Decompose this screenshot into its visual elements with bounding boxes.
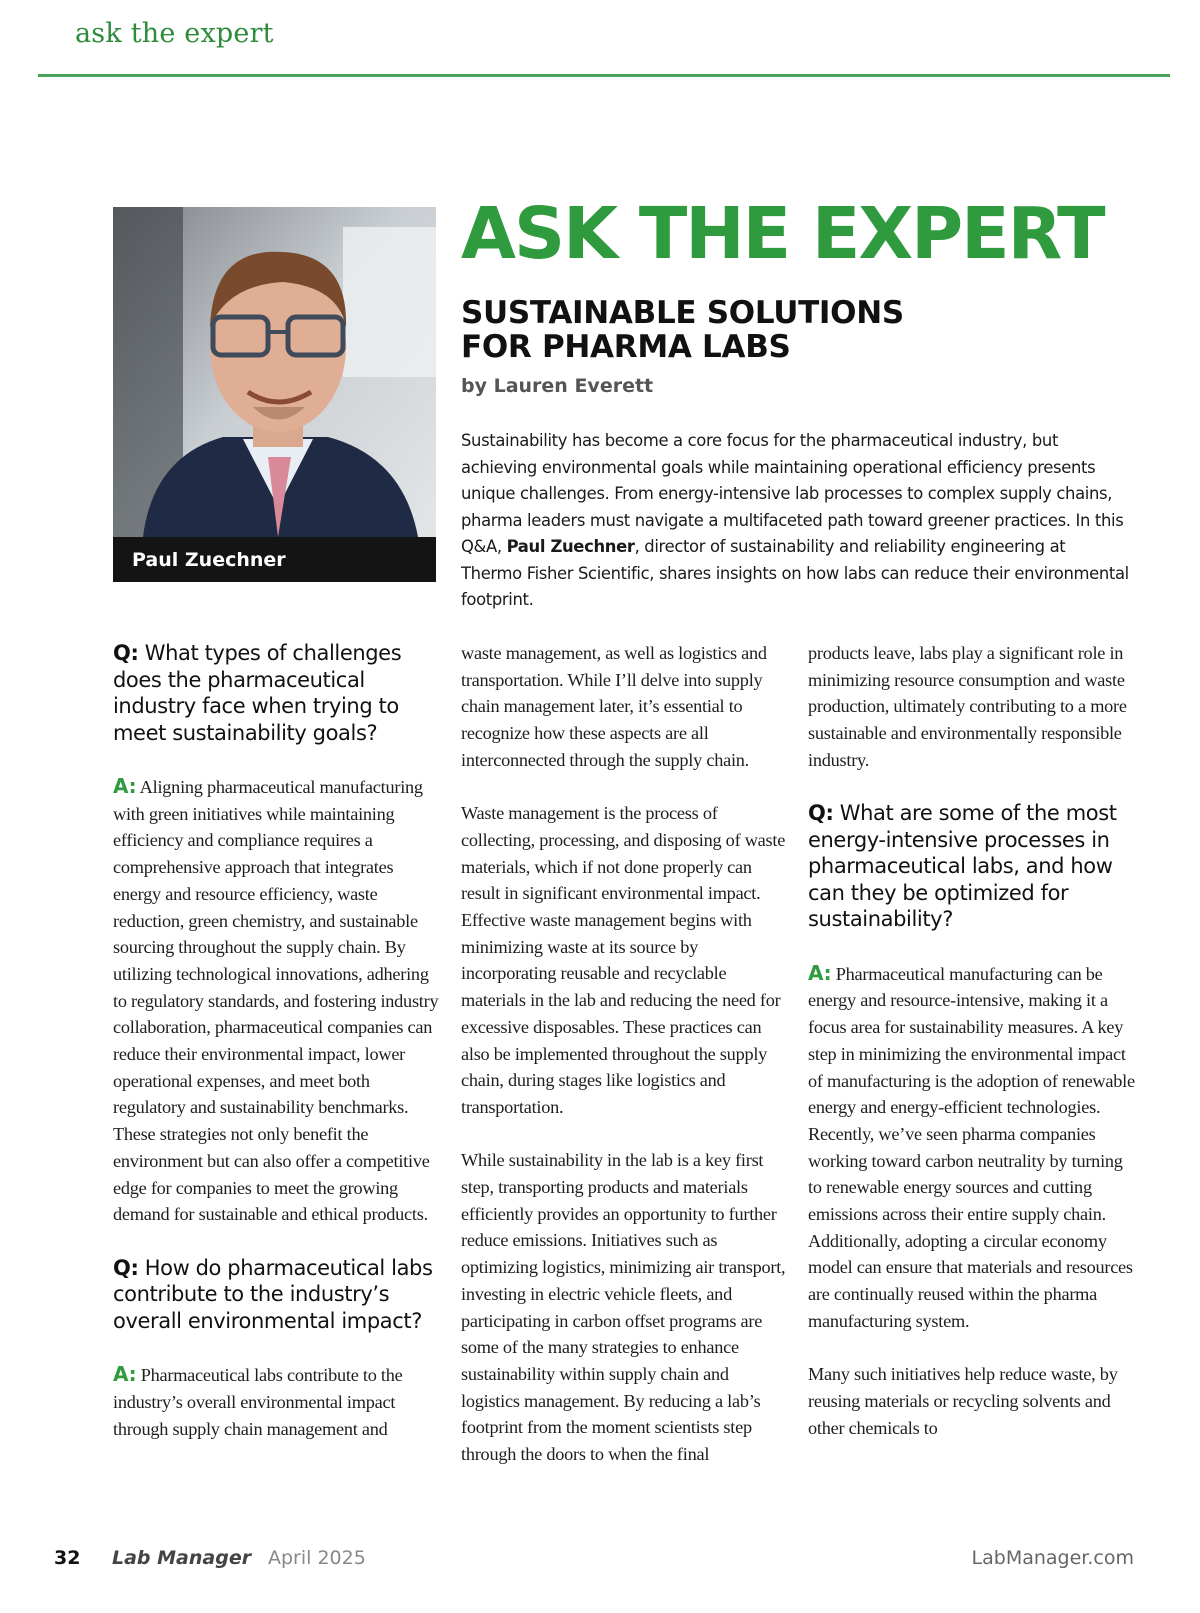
paragraph: Many such initiatives help reduce waste, by reusing materials or recycling solvents and other chemicals to [808,1364,1118,1438]
column-1 [113,640,443,1469]
headline-line-1: SUSTAINABLE SOLUTIONS [461,295,904,331]
website-link[interactable]: LabManager.com [971,1547,1134,1569]
headline [461,296,904,364]
answer-marker: A: [113,774,137,798]
intro-paragraph [461,428,1131,614]
question-marker: Q: [113,1255,139,1280]
answer-text: Pharmaceutical labs contribute to the industry’s overall environmental impact through supply chain management and [113,1365,403,1439]
magazine-name: Lab Manager [112,1547,252,1569]
question-marker: Q: [808,801,834,826]
intro-text-2: , director of sustainability and reliability engineering at Thermo Fisher Scientific, shares insights on how labs can reduce their environmental footprint. [461,537,1129,609]
question-3 [808,800,1138,933]
section-tag: ask the expert [75,18,274,49]
headline-line-2: FOR PHARMA LABS [461,329,791,365]
answer-3 [808,960,1138,1335]
answer-2 [113,1361,443,1442]
question-1 [113,640,443,746]
intro-expert-name: Paul Zuechner [506,537,635,556]
kicker-title: ASK THE EXPERT [461,192,1104,275]
portrait-photo [113,207,436,582]
question-marker: Q: [113,641,139,665]
issue-date: April 2025 [268,1547,366,1569]
question-text: What types of challenges does the pharmaceutical industry face when trying to meet sustainability goals? [113,641,402,745]
caption-bar [113,537,436,582]
byline: by Lauren Everett [461,375,654,397]
question-text: How do pharmaceutical labs contribute to the industry’s overall environmental impact? [113,1255,433,1333]
page-number: 32 [54,1547,81,1569]
answer-1 [113,773,443,1228]
answer-marker: A: [113,1362,137,1387]
top-rule [38,74,1170,77]
paragraph: waste management, as well as logistics and transportation. While I’ll delve into supply chain management later, it’s essential to recognize how these aspects are all interconnected through the supply chain. [461,643,767,770]
author-portrait [113,207,436,582]
portrait-caption: Paul Zuechner [132,548,286,571]
paragraph: products leave, labs play a significant role in minimizing resource consumption and waste production, ultimately contributing to a more sustainable and environmentally responsible industry. [808,643,1127,770]
question-text: What are some of the most energy-intensive processes in pharmaceutical labs, and how can they be optimized for sustainability? [808,801,1117,932]
column-2 [461,640,791,1494]
question-2 [113,1255,443,1335]
intro-text-1: Sustainability has become a core focus for the pharmaceutical industry, but achieving environmental goals while maintaining operational efficiency presents unique challenges. From energy-intensive lab processes to complex supply chains, pharma leaders must navigate a multifaceted path toward greener practices. In this Q&A, [461,431,1124,556]
paragraph: Waste management is the process of collecting, processing, and disposing of waste materials, which if not done properly can result in significant environmental impact. Effective waste management begins with minimizing waste at its source by incorporating reusable and recyclable materials in the lab and reducing the need for excessive disposables. These practices can also be implemented throughout the supply chain, during stages like logistics and transportation. [461,803,786,1117]
answer-text: Pharmaceutical manufacturing can be energy and resource-intensive, making it a focus area for sustainability measures. A key step in minimizing the environmental impact of manufacturing is the adoption of renewable energy and energy-efficient technologies. Recently, we’ve seen pharma companies working toward carbon neutrality by turning to renewable energy sources and cutting emissions across their entire supply chain. Additionally, adopting a circular economy model can ensure that materials and resources are continually reused within the pharma manufacturing system. [808,963,1135,1331]
paragraph: While sustainability in the lab is a key first step, transporting products and materials efficiently provides an opportunity to further reduce emissions. Initiatives such as optimizing logistics, minimizing air transport, investing in electric vehicle fleets, and participating in carbon offset programs are some of the many strategies to enhance sustainability within supply chain and logistics management. By reducing a lab’s footprint from the moment scientists step through the doors to when the final [461,1150,786,1465]
answer-text: Aligning pharmaceutical manufacturing with green initiatives while maintaining efficiency and compliance requires a comprehensive approach that integrates energy and resource efficiency, waste reduction, green chemistry, and sustainable sourcing throughout the supply chain. By utilizing technological innovations, adhering to regulatory standards, and fostering industry collaboration, pharmaceutical companies can reduce their environmental impact, lower operational expenses, and meet both regulatory and sustainability benchmarks. These strategies not only benefit the environment but can also offer a competitive edge for companies to meet the growing demand for sustainable and ethical products. [113,777,439,1225]
column-3 [808,640,1138,1468]
answer-marker: A: [808,960,832,985]
